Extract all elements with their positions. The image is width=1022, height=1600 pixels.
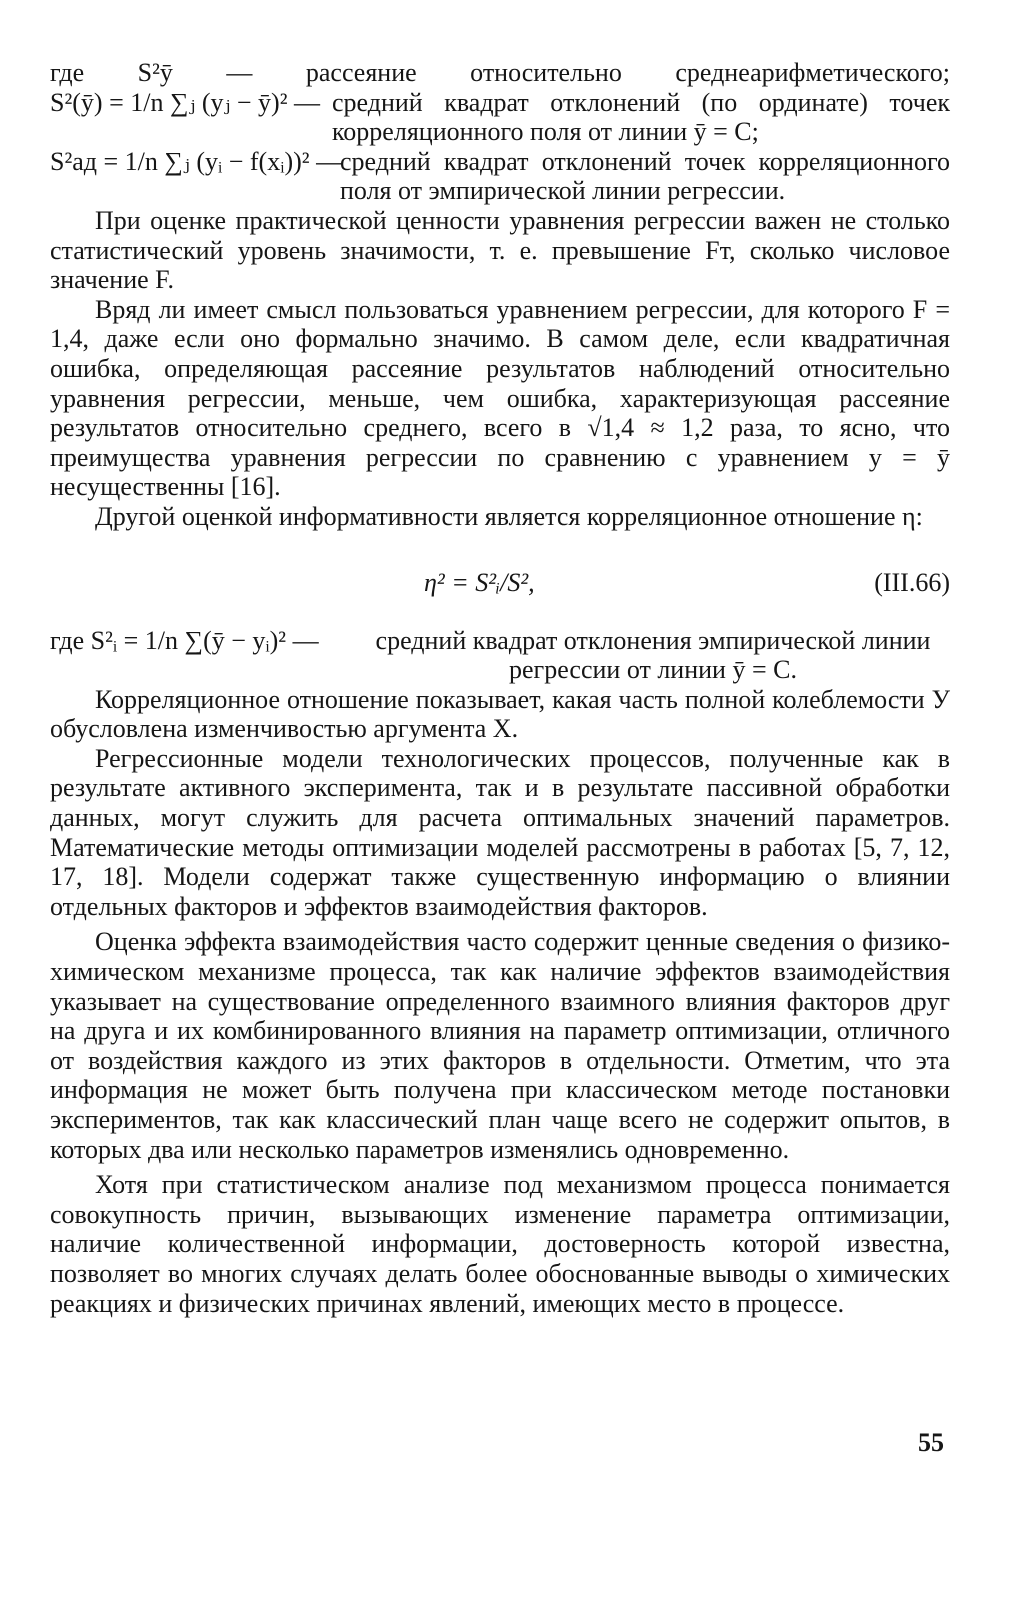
formula-s-ybar: S²(ȳ) = 1/n ∑ⱼ (yⱼ − ȳ)² — (50, 87, 321, 117)
definition-text: средний квадрат отклонения эмпирической линии регрессии от линии ȳ = C. (375, 625, 931, 685)
definition-mean-square-ordinate (50, 88, 950, 147)
formula-s-i: где S²ᵢ = 1/n ∑(ȳ − yᵢ)² — (50, 625, 319, 655)
paragraph: Хотя при статистическом анализе под механизмом процесса понимается совокупность причин, вызывающих изменение параметра оптимизации, наличие количественной информации, достоверность которой известна, позволяет во многих случаях делать более обоснованные выводы о химических реакциях и физических причинах явлений, имеющих место в процессе. (50, 1170, 950, 1318)
paragraph: При оценке практической ценности уравнения регрессии важен не столько статистический уровень значимости, т. е. превышение Fт, сколько числовое значение F. (50, 205, 950, 295)
definition-text: средний квадрат отклонений точек корреляционного поля от эмпирической линии регрессии. (340, 146, 950, 206)
definition-text: средний квадрат отклонений (по ординате) точек корреляционного поля от линии ȳ = C; (332, 87, 950, 147)
definition-mean-square-adequacy (50, 147, 950, 206)
definition-mean-square-empirical (50, 626, 950, 685)
paragraph: Другой оценкой информативности является корреляционное отношение η: (95, 501, 923, 531)
equation-number: (III.66) (874, 567, 950, 597)
paragraph: Регрессионные модели технологических процессов, полученные как в результате активного эксперимента, так и в результате пассивной обработки данных, могут служить для расчета оптимальных значений параметров. Математические методы оптимизации моделей рассмотрены в работах [5, 7, 12, 17, 18]. Модели содержат также существенную информацию о влиянии отдельных факторов и эффектов взаимодействия факторов. (50, 743, 950, 921)
equation-body: η² = S²ᵢ/S², (424, 567, 535, 597)
definition-dispersion-mean (50, 58, 950, 88)
formula-s-ad: S²ад = 1/n ∑ⱼ (yᵢ − f(xᵢ))² — (50, 146, 343, 176)
equation-III-66 (50, 562, 950, 602)
page-number: 55 (918, 1428, 944, 1457)
paragraph: Оценка эффекта взаимодействия часто содержит ценные сведения о физико-химическом механизме процесса, так как наличие эффектов взаимодействия указывает на существование определенного взаимного влияния факторов друг на друга и их комбинированного влияния на параметр оптимизации, отличного от воздействия каждого из этих факторов в отдельности. Отметим, что эта информация не может быть получена при классическом методе постановки экспериментов, так как классический план чаще всего не содержит опытов, в которых два или несколько параметров изменялись одновременно. (50, 927, 950, 1164)
paragraph: Корреляционное отношение показывает, какая часть полной колеблемости У обусловлена изменчивостью аргумента X. (50, 684, 950, 744)
definition-text: где S²ȳ — рассеяние относительно среднеарифметического; (50, 58, 950, 87)
paragraph: Вряд ли имеет смысл пользоваться уравнением регрессии, для которого F = 1,4, даже если оно формально значимо. В самом деле, если квадратичная ошибка, определяющая рассеяние результатов наблюдений относительно уравнения регрессии, меньше, чем ошибка, характеризующая рассеяние результатов относительно среднего, всего в √1,4 ≈ 1,2 раза, то ясно, что преимущества уравнения регрессии по сравнению с уравнением y = ȳ несущественны [16]. (50, 294, 950, 502)
page-text (50, 58, 950, 1318)
